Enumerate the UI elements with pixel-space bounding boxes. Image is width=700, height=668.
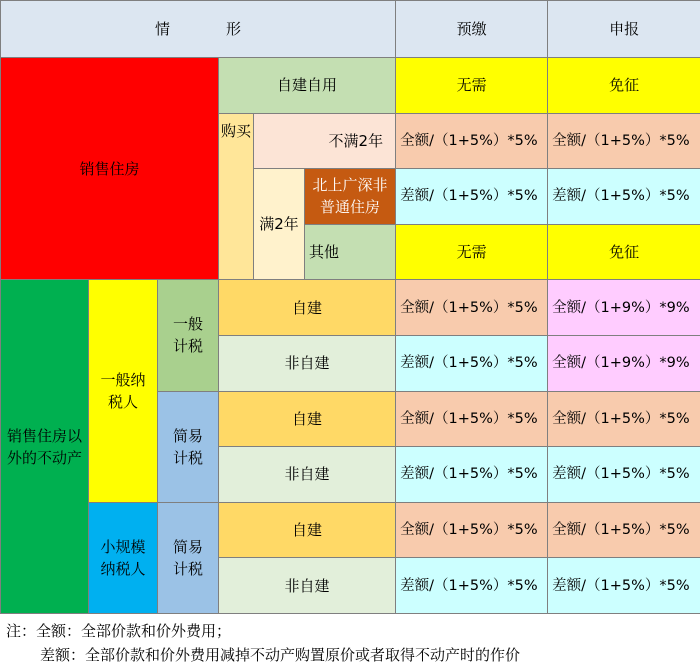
non-self-build-1: 非自建: [219, 335, 396, 391]
self-build-1: 自建: [219, 280, 396, 336]
header-situation: [1, 1, 396, 58]
prepay-full-5-2: 全额/（1+5%）*5%: [396, 280, 548, 336]
non-self-build-3: 非自建: [219, 558, 396, 614]
non-housing-sale-cell: 销售住房以外的不动产: [1, 280, 89, 614]
prepay-diff-5-1: 差额/（1+5%）*5%: [396, 169, 548, 225]
full-2-years: 满2年: [254, 169, 305, 280]
self-build-3: 自建: [219, 502, 396, 558]
prepay-full-5-3: 全额/（1+5%）*5%: [396, 391, 548, 447]
prepay-diff-5-2: 差额/（1+5%）*5%: [396, 335, 548, 391]
footnote: [6, 619, 520, 667]
declare-full-9-2: 全额/（1+9%）*9%: [548, 335, 700, 391]
prepay-full-5-4: 全额/（1+5%）*5%: [396, 502, 548, 558]
declare-exempt-2: 免征: [548, 224, 700, 280]
other-cell: 其他: [305, 224, 396, 280]
declare-full-5-3: 全额/（1+5%）*5%: [548, 502, 700, 558]
simple-tax-method-cell-1: 简易计税: [158, 391, 219, 502]
header-declare: 申报: [548, 1, 700, 58]
non-self-build-2: 非自建: [219, 447, 396, 503]
declare-full-5-1: 全额/（1+5%）*5%: [548, 113, 700, 169]
self-build-self-use: 自建自用: [219, 58, 396, 114]
declare-exempt-1: 免征: [548, 58, 700, 114]
declare-full-5-2: 全额/（1+5%）*5%: [548, 391, 700, 447]
self-build-2: 自建: [219, 391, 396, 447]
prepay-none-1: 无需: [396, 58, 548, 114]
general-taxpayer-cell: 一般纳税人: [89, 280, 158, 502]
bsgs-non-ordinary: 北上广深非普通住房: [305, 169, 396, 225]
header-prepay: 预缴: [396, 1, 548, 58]
declare-full-9-1: 全额/（1+9%）*9%: [548, 280, 700, 336]
purchase-cell: 购买: [219, 113, 254, 280]
declare-diff-5-1: 差额/（1+5%）*5%: [548, 169, 700, 225]
prepay-diff-5-4: 差额/（1+5%）*5%: [396, 558, 548, 614]
footnote-diff-amount: 差额：全部价款和价外费用减掉不动产购置原价或者取得不动产时的作价: [40, 646, 521, 664]
prepay-none-2: 无需: [396, 224, 548, 280]
small-taxpayer-cell: 小规模纳税人: [89, 502, 158, 613]
housing-sale-cell: 销售住房: [1, 58, 219, 280]
header-situation-label: 情形: [155, 20, 298, 38]
declare-diff-5-3: 差额/（1+5%）*5%: [548, 558, 700, 614]
under-2-years: 不满2年: [254, 113, 396, 169]
simple-tax-method-cell-2: 简易计税: [158, 502, 219, 613]
prepay-full-5-1: 全额/（1+5%）*5%: [396, 113, 548, 169]
declare-diff-5-2: 差额/（1+5%）*5%: [548, 447, 700, 503]
footnote-full-amount: 注：全额：全部价款和价外费用；: [6, 622, 232, 640]
general-tax-method-cell: 一般计税: [158, 280, 219, 391]
prepay-diff-5-3: 差额/（1+5%）*5%: [396, 447, 548, 503]
